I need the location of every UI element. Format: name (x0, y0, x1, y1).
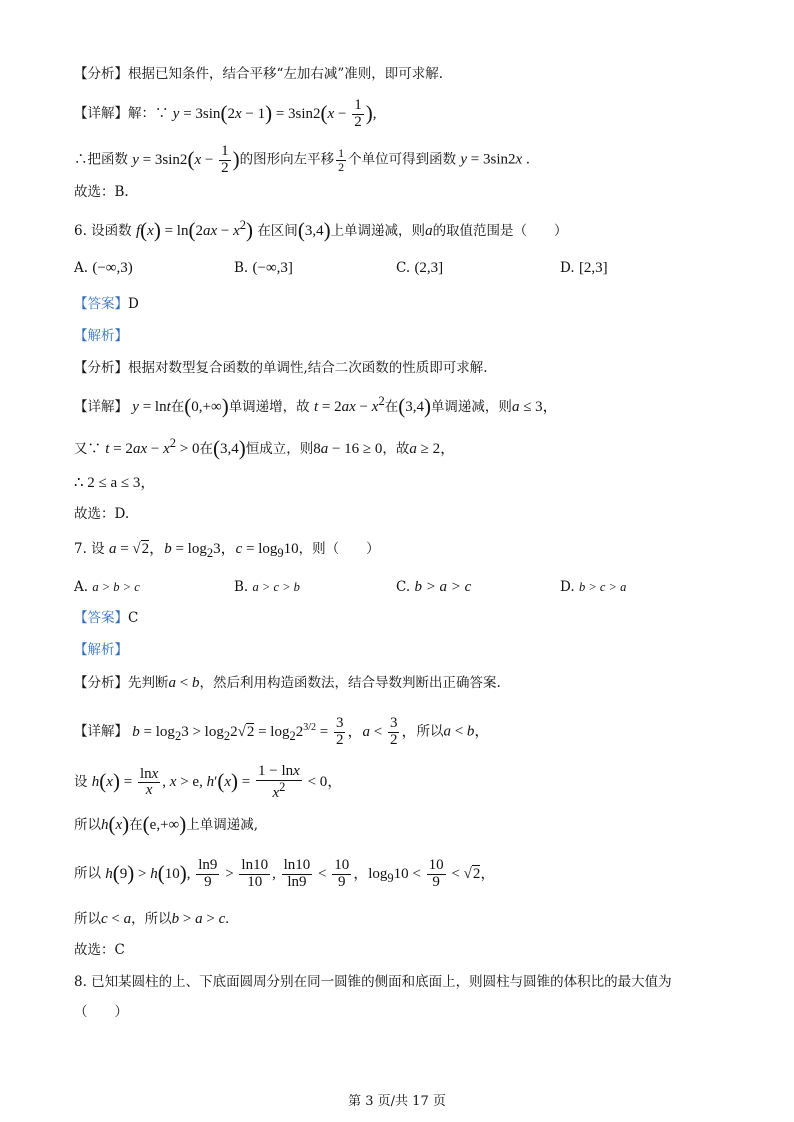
q8-paren: （ ） (74, 1004, 128, 1020)
q7-option-c[interactable]: C. b > a > c (396, 579, 472, 595)
q6-select: 故选：D. (74, 506, 130, 522)
analysis-tag: 【分析】 (74, 66, 128, 82)
q5-detail-line: 【详解】解：∵ y = 3sin(2x − 1) = 3sin2(x − $\frac{1}{2}$ ), (74, 97, 377, 130)
q6-stem: 6. 设函数 $f(x) = \ln(2ax - x^2)$ 在区间(3,4)上单调递减，则a的取值范围是（ ） (74, 218, 568, 242)
q6-detail-line-2: 又∵ $t = 2ax - x^2 > 0$在(3,4)恒成立，则8a − 16 ≥ 0，故a ≥ 2， (74, 436, 456, 460)
detail-tag: 【详解】 (74, 105, 128, 122)
answer-tag: 【答案】 (74, 296, 128, 312)
q6-option-b[interactable]: B. (−∞,3] (234, 260, 293, 276)
q7-detail-line-3: 所以h(x)在(e,+∞)上单调递减, (74, 812, 259, 836)
q8-stem: 8. 已知某圆柱的上、下底面圆周分别在同一圆锥的侧面和底面上，则圆柱与圆锥的体积比的最大值为 (74, 974, 672, 990)
q7-detail-line-4: 所以 h(9) > h(10), $\frac{\ln 9}{9}$ > $\frac{\ln 10}{10}$ , $\frac{\ln 10}{\ln 9}$ < $\frac{10}{9}$ ，$\log_910$ < $\frac{10}{9}$ < √2， (74, 857, 496, 890)
q5-select: 故选：B. (74, 184, 129, 200)
q7-analysis-line: 【分析】先判断a < b，然后利用构造函数法，结合导数判断出正确答案. (74, 675, 501, 691)
q6-option-d[interactable]: D. [2,3] (560, 260, 608, 276)
q7-answer: C (128, 610, 139, 626)
q7-detail-line-2: 设 h(x) = $\frac{\ln x}{x}$ , x > e, h′(x) = $\frac{1 - \ln x}{x^2}$ < 0， (74, 763, 343, 801)
q5-shift-line: ∴把函数 y = 3sin2(x − $\frac{1}{2}$ )的图形向左平移 $\frac{1}{2}$ 个单位可得到函数 y = 3sin2x . (74, 143, 530, 176)
q7-option-d[interactable]: D. b > c > a (560, 579, 627, 595)
q5-analysis-text: 根据已知条件，结合平移“左加右减”准则，即可求解. (128, 66, 444, 82)
q6-option-a[interactable]: A. (−∞,3) (74, 260, 133, 276)
q6-analysis-line: 【分析】根据对数型复合函数的单调性,结合二次函数的性质即可求解. (74, 360, 488, 376)
page-footer: 第 3 页/共 17 页 (348, 1094, 446, 1109)
q5-analysis-line (74, 66, 443, 82)
q6-answer: D (128, 296, 139, 312)
q7-stem: 7. 设 a = √2，$b = \log_23$，$c = \log_910$，则（ ） (74, 541, 380, 560)
q7-detail-line-5: 所以c < a，所以b > a > c. (74, 911, 229, 927)
q7-solution-tag: 【解析】 (74, 642, 128, 658)
q7-option-b[interactable]: B. a > c > b (234, 579, 300, 595)
q7-select: 故选：C (74, 942, 125, 958)
q6-answer-line (74, 296, 139, 312)
q7-detail-line-1: 【详解】 $b = \log_23 > \log_22√2 = \log_22^{3/2}$ = $\frac{3}{2}$ ，a < $\frac{3}{2}$ ，所以a < b， (74, 715, 490, 748)
q7-answer-line: 【答案】C (74, 610, 139, 626)
q6-option-c[interactable]: C. (2,3] (396, 260, 444, 276)
q6-detail-line-3: ∴ 2 ≤ a ≤ 3， (74, 475, 156, 491)
q6-solution-tag: 【解析】 (74, 328, 128, 344)
q7-option-a[interactable]: A. a > b > c (74, 579, 140, 595)
q5-equation: y = 3sin(2x − 1) = 3sin2(x − $\frac{1}{2}$ ), (172, 97, 377, 130)
q6-detail-line-1: 【详解】 y = lnt在(0,+∞)单调递增，故 $t = 2ax - x^2$在(3,4)单调递减，则a ≤ 3， (74, 394, 558, 418)
